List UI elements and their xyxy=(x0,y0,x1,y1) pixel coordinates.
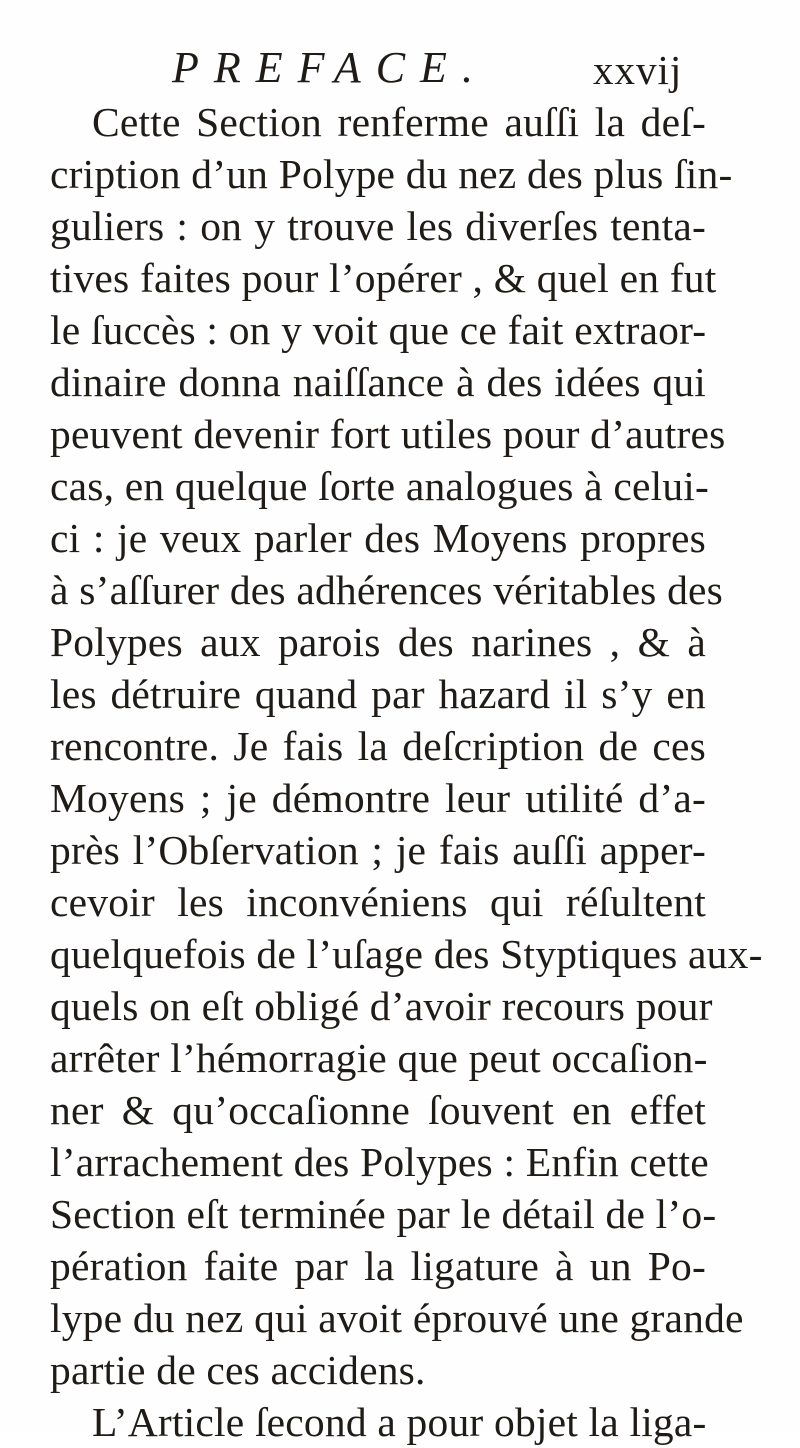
text-line: peuvent devenir fort utiles pour d’autres xyxy=(50,411,726,457)
text-line: quels on eſt obligé d’avoir recours pour xyxy=(50,983,713,1029)
text-line: ner & qu’occaſionne ſouvent en effet xyxy=(50,1087,706,1133)
text-line: L’Article ſecond a pour objet la liga- xyxy=(92,1399,707,1445)
text-line: les détruire quand par hazard il s’y en xyxy=(50,671,706,717)
text-line: l’arrachement des Polypes : Enfin cette xyxy=(50,1139,709,1185)
text-line: guliers : on y trouve les diverſes tenta- xyxy=(50,203,706,249)
text-line: lype du nez qui avoit éprouvé une grande xyxy=(50,1295,744,1341)
text-line: tives faites pour l’opérer , & quel en fut xyxy=(50,255,717,301)
text-line: cription d’un Polype du nez des plus ſin- xyxy=(50,151,733,197)
text-line: le ſuccès : on y voit que ce fait extraor- xyxy=(50,307,707,353)
text-line: Polypes aux parois des narines , & à xyxy=(50,619,706,665)
text-line: ci : je veux parler des Moyens propres xyxy=(50,515,706,561)
text-line: Cette Section renferme auſſi la deſ- xyxy=(92,99,706,145)
text-line: pération faite par la ligature à un Po- xyxy=(50,1243,706,1289)
text-line: à s’aſſurer des adhérences véritables des xyxy=(50,567,724,613)
text-line: rencontre. Je fais la deſcription de ces xyxy=(50,723,706,769)
text-line: près l’Obſervation ; je fais auſſi apper- xyxy=(50,827,706,873)
text-line: dinaire donna naiſſance à des idées qui xyxy=(50,359,706,405)
text-line: quelquefois de l’uſage des Styptiques aux- xyxy=(50,931,763,977)
text-line: Moyens ; je démontre leur utilité d’a- xyxy=(50,775,706,821)
running-title: PREFACE. xyxy=(172,43,488,92)
text-line: arrêter l’hémorragie que peut occaſion- xyxy=(50,1035,708,1081)
text-line: cevoir les inconvéniens qui réſultent xyxy=(50,879,706,925)
page-header xyxy=(0,40,800,100)
text-line: Section eſt terminée par le détail de l’o- xyxy=(50,1191,717,1237)
page-number: xxvij xyxy=(593,47,683,93)
text-line: partie de ces accidens. xyxy=(50,1347,426,1393)
text-line: cas, en quelque ſorte analogues à celui- xyxy=(50,463,710,509)
